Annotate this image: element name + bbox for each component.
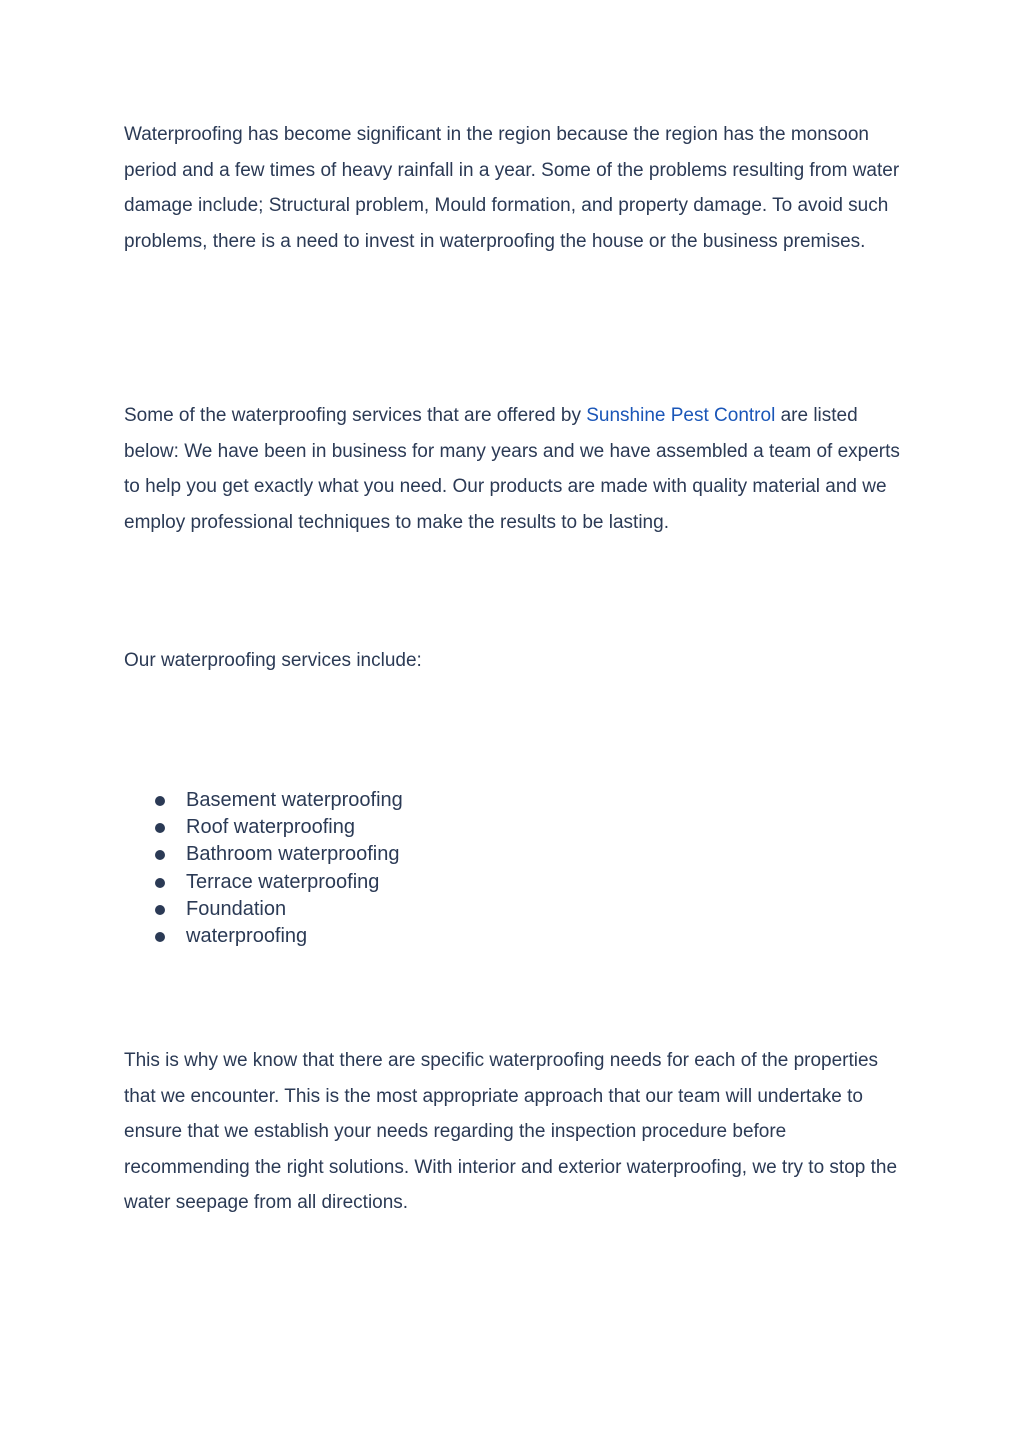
list-item-label: Roof waterproofing	[186, 816, 355, 839]
intro-paragraph: Waterproofing has become significant in the region because the region has the monsoon period and a few times of heavy rainfall in a year. Some of the problems resulting from water damage include; Structural problem, Mould formation, and property damage. To avoid such problems, there is a need to invest in waterproofing the house or the business premises.	[124, 124, 900, 252]
sunshine-pest-control-link[interactable]: Sunshine Pest Control	[586, 405, 776, 426]
list-item	[124, 869, 724, 896]
list-item	[124, 787, 724, 814]
bullet-icon	[155, 796, 165, 806]
bullet-icon	[155, 878, 165, 888]
bullet-icon	[155, 823, 165, 833]
bullet-icon	[155, 905, 165, 915]
services-intro-paragraph	[124, 398, 904, 540]
list-item	[124, 923, 724, 950]
list-item	[124, 841, 724, 868]
list-item-label: waterproofing	[186, 925, 308, 948]
list-item-label: Bathroom waterproofing	[186, 843, 400, 866]
list-item-label: Foundation	[186, 897, 287, 920]
list-item-label: Basement waterproofing	[186, 789, 403, 811]
list-item-label: Terrace waterproofing	[186, 870, 380, 893]
services-list-heading: Our waterproofing services include:	[124, 650, 422, 671]
list-item	[124, 814, 724, 841]
closing-paragraph: This is why we know that there are specific waterproofing needs for each of the properties that we encounter. This is the most appropriate approach that our team will undertake to ensure that we establish your needs regarding the inspection procedure before recommending the right solutions. With interior and exterior waterproofing, we try to stop the water seepage from all directions.	[124, 1050, 898, 1214]
bullet-icon	[155, 850, 165, 860]
list-item	[124, 896, 724, 923]
services-intro-text-before-link: Some of the waterproofing services that are offered by	[124, 405, 587, 426]
services-intro-text-after-link: are listed below: We have been in business for many years and we have assembled a team of experts to help you get exactly what you need. Our products are made with quality material and we employ professional techniques to make the results to be lasting.	[124, 405, 900, 533]
services-list	[124, 787, 724, 950]
bullet-icon	[155, 932, 165, 942]
